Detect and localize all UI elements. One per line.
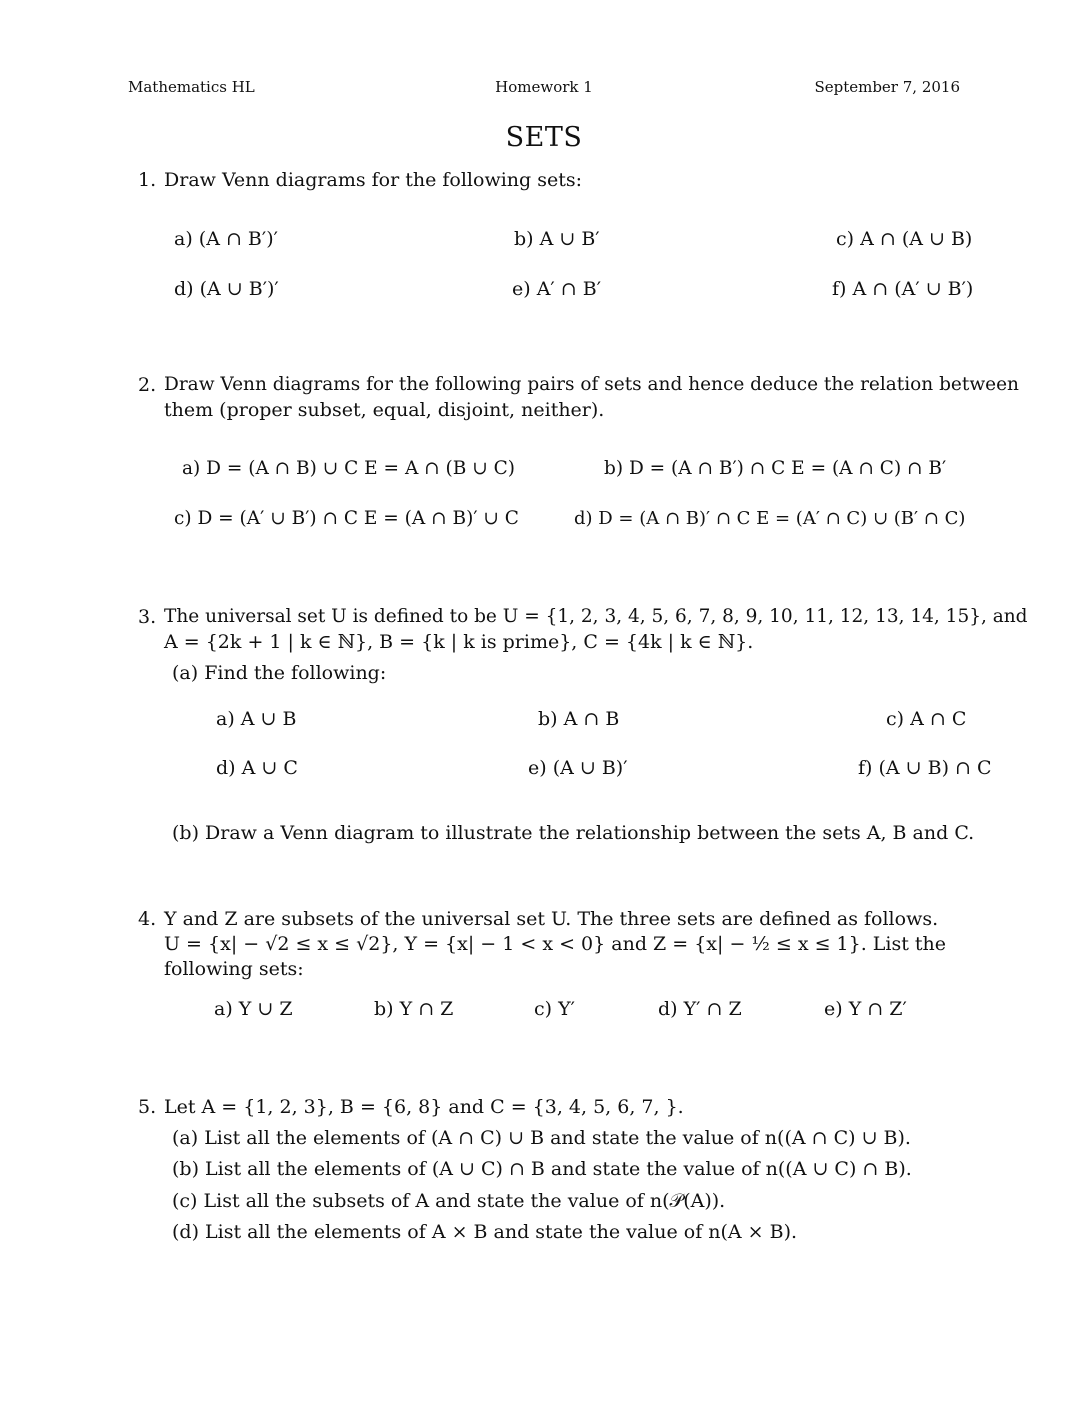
q1-number: 1. (138, 169, 157, 191)
q4-item-d: d) Y′ ∩ Z (658, 998, 742, 1020)
q1-item-f: f) A ∩ (A′ ∪ B′) (832, 278, 974, 300)
q4-line-3: following sets: (164, 958, 304, 980)
q5-line-1: Let A = {1, 2, 3}, B = {6, 8} and C = {3, 4, 5, 6, 7, }. (164, 1096, 684, 1118)
q3-item-e: e) (A ∪ B)′ (528, 757, 628, 779)
q5-part-b: (b) List all the elements of (A ∪ C) ∩ B and state the value of n((A ∪ C) ∩ B). (172, 1158, 912, 1180)
course-name: Mathematics HL (128, 78, 255, 96)
q2-number: 2. (138, 374, 157, 396)
q1-item-e: e) A′ ∩ B′ (512, 278, 602, 300)
q3-number: 3. (138, 606, 157, 628)
date: September 7, 2016 (814, 78, 960, 96)
q3-item-b: b) A ∩ B (538, 708, 620, 730)
q4-item-b: b) Y ∩ Z (374, 998, 454, 1020)
q3-item-a: a) A ∪ B (216, 708, 297, 730)
q3-item-f: f) (A ∪ B) ∩ C (858, 757, 992, 779)
q4-line-1: Y and Z are subsets of the universal set U. The three sets are defined as follows. (164, 908, 939, 930)
q3-line-1: The universal set U is defined to be U = {1, 2, 3, 4, 5, 6, 7, 8, 9, 10, 11, 12, 13, 14, 15}, and (164, 606, 1028, 627)
q1-text: Draw Venn diagrams for the following sets: (164, 169, 582, 191)
assignment-name: Homework 1 (495, 78, 593, 96)
q2-item-c: c) D = (A′ ∪ B′) ∩ C E = (A ∩ B)′ ∪ C (174, 508, 519, 529)
q3-item-d: d) A ∪ C (216, 757, 298, 779)
q2-line-1: Draw Venn diagrams for the following pairs of sets and hence deduce the relation between (164, 374, 1019, 395)
q5-part-d: (d) List all the elements of A × B and state the value of n(A × B). (172, 1221, 798, 1243)
q2-item-a: a) D = (A ∩ B) ∪ C E = A ∩ (B ∪ C) (182, 458, 516, 479)
page-title: SETS (505, 122, 583, 153)
q4-item-c: c) Y′ (534, 998, 575, 1020)
q4-item-e: e) Y ∩ Z′ (824, 998, 907, 1020)
q5-number: 5. (138, 1096, 157, 1118)
q4-number: 4. (138, 908, 157, 930)
q5-part-c: (c) List all the subsets of A and state the value of n(𝒫(A)). (172, 1190, 726, 1212)
q1-item-c: c) A ∩ (A ∪ B) (836, 228, 973, 250)
q3-part-a: (a) Find the following: (172, 662, 387, 684)
q1-item-a: a) (A ∩ B′)′ (174, 228, 278, 250)
q2-item-b: b) D = (A ∩ B′) ∩ C E = (A ∩ C) ∩ B′ (604, 458, 947, 479)
q2-line-2: them (proper subset, equal, disjoint, neither). (164, 399, 605, 421)
q5-part-a: (a) List all the elements of (A ∩ C) ∪ B and state the value of n((A ∩ C) ∪ B). (172, 1127, 911, 1149)
q1-item-b: b) A ∪ B′ (514, 228, 600, 250)
q1-item-d: d) (A ∪ B′)′ (174, 278, 279, 300)
q4-line-2: U = {x| − √2 ≤ x ≤ √2}, Y = {x| − 1 < x < 0} and Z = {x| − ½ ≤ x ≤ 1}. List the (164, 933, 947, 955)
q4-item-a: a) Y ∪ Z (214, 998, 293, 1020)
q3-item-c: c) A ∩ C (886, 708, 967, 730)
q3-line-2: A = {2k + 1 | k ∈ ℕ}, B = {k | k is prime}, C = {4k | k ∈ ℕ}. (164, 631, 754, 653)
q2-item-d: d) D = (A ∩ B)′ ∩ C E = (A′ ∩ C) ∪ (B′ ∩ C) (574, 508, 966, 529)
q3-part-b: (b) Draw a Venn diagram to illustrate the relationship between the sets A, B and C. (172, 822, 975, 844)
